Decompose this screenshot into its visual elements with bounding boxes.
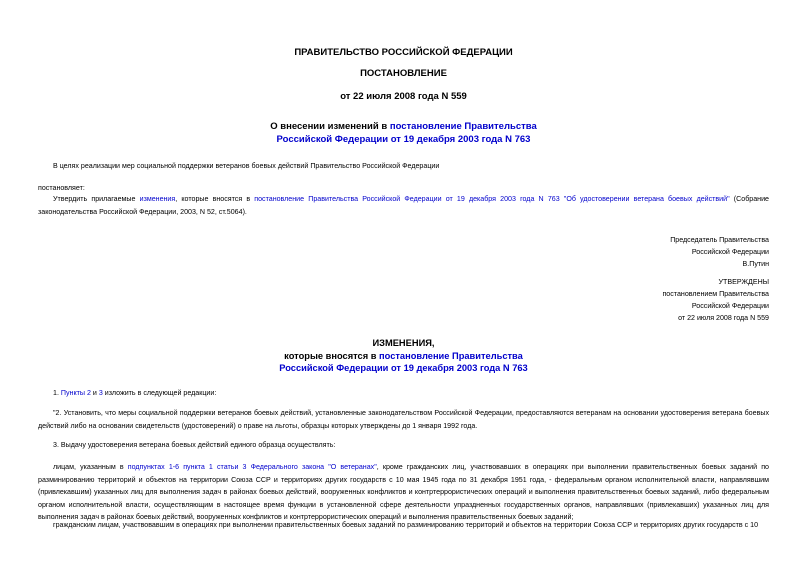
item1-num: 1. (53, 389, 61, 397)
document-date-number: от 22 июля 2008 года N 559 (340, 91, 467, 102)
paragraph-5: гражданским лицам, участвовавшим в операциях при выполнении правительственных боевых заданий по разминированию территорий и объектов на территории Союза ССР и территориях других государств с 10 (53, 521, 759, 529)
signature-line1: Председатель Правительства (670, 236, 769, 244)
approved-line1: УТВЕРЖДЕНЫ (718, 278, 769, 286)
item1-paragraph (53, 387, 773, 400)
approve-suffix: (Собрание законодательства Российской Федерации, 2003, N 52, ст.5064). (38, 195, 770, 216)
changes-sub-prefix: которые вносятся в (284, 350, 380, 361)
approve-resolution-link[interactable]: постановление Правительства Российской Федерации от 19 декабря 2003 года N 763 "Об удостоверении ветерана боевых действий" (254, 195, 730, 203)
changes-link-part2[interactable]: Российской Федерации от 19 декабря 2003 года N 763 (279, 363, 528, 373)
government-name: ПРАВИТЕЛЬСТВО РОССИЙСКОЙ ФЕДЕРАЦИИ (294, 47, 513, 58)
resolves-text: постановляет: (38, 184, 85, 192)
signature-line2: Российской Федерации (691, 248, 769, 256)
approved-line4: от 22 июля 2008 года N 559 (678, 314, 769, 322)
document-title (0, 120, 807, 146)
paragraph-2: "2. Установить, что меры социальной поддержки ветеранов боевых действий, установленные законодательством Российской Федерации, предоставляются ветеранам на основании удостоверения ветерана боевых действий либо на основании свидетельств (удостоверений) о праве на льготы, образцы которых утверждены до 1 января 1992 года. (38, 409, 769, 430)
title-prefix: О внесении изменений в (270, 121, 390, 132)
approved-line2: постановлением Правительства (662, 290, 769, 298)
changes-heading-block (0, 337, 807, 375)
approved-line3: Российской Федерации (691, 302, 769, 310)
changes-heading: ИЗМЕНЕНИЯ, (372, 338, 435, 348)
item1-and: и (90, 389, 99, 397)
title-link-part2[interactable]: Российской Федерации от 19 декабря 2003 года N 763 (276, 134, 531, 145)
item1-link-3[interactable]: 3 (98, 389, 103, 397)
title-link-part1[interactable]: постановление Правительства (389, 121, 537, 132)
paragraph-4 (38, 461, 769, 524)
intro-paragraph: В целях реализации мер социальной поддержки ветеранов боевых действий Правительство Российской Федерации (53, 162, 440, 170)
approve-prefix: Утвердить прилагаемые (53, 195, 140, 203)
item1-link-points[interactable]: Пункты 2 (60, 389, 91, 397)
signature-line3: В.Путин (742, 260, 769, 268)
approved-block (662, 276, 769, 324)
item1-rest: изложить в следующей редакции: (102, 389, 217, 397)
paragraph-4-prefix: лицам, указанным в (53, 463, 128, 471)
signature-block (670, 234, 769, 270)
paragraph-3: 3. Выдачу удостоверения ветерана боевых действий единого образца осуществлять: (53, 441, 336, 449)
approve-changes-link[interactable]: изменения (139, 195, 176, 203)
paragraph-4-rest: , кроме гражданских лиц, участвовавших в операциях при выполнении правительственных боевых заданий по разминированию территорий и объектов на территории Союза ССР и территориях других государств с 10 мая 1945 года по 31 декабря 1951 года, - федеральным органом исполнительной власти, направлявшим (привлекавшим) указанных лиц для выполнения задач в районах боевых действий, вооруженных конфликтов и контртеррористических операций и выполнения правительственных боевых заданий, либо федеральным органом исполнительной власти, осуществляющим в настоящее время функции в установленной сфере деятельности упраздненных государственных органов, направлявших (привлекавших) указанных лиц для выполнения задач в районах боевых действий, вооруженных конфликтов и контртеррористических операций и выполнения правительственных боевых заданий; (38, 463, 769, 522)
approve-paragraph (38, 193, 769, 218)
approve-mid: , которые вносятся в (175, 195, 255, 203)
changes-link-part1[interactable]: постановление Правительства (379, 350, 523, 361)
document-type: ПОСТАНОВЛЕНИЕ (360, 68, 447, 79)
veterans-law-link[interactable]: подпунктах 1-6 пункта 1 статьи 3 Федерального закона "О ветеранах" (127, 463, 377, 471)
